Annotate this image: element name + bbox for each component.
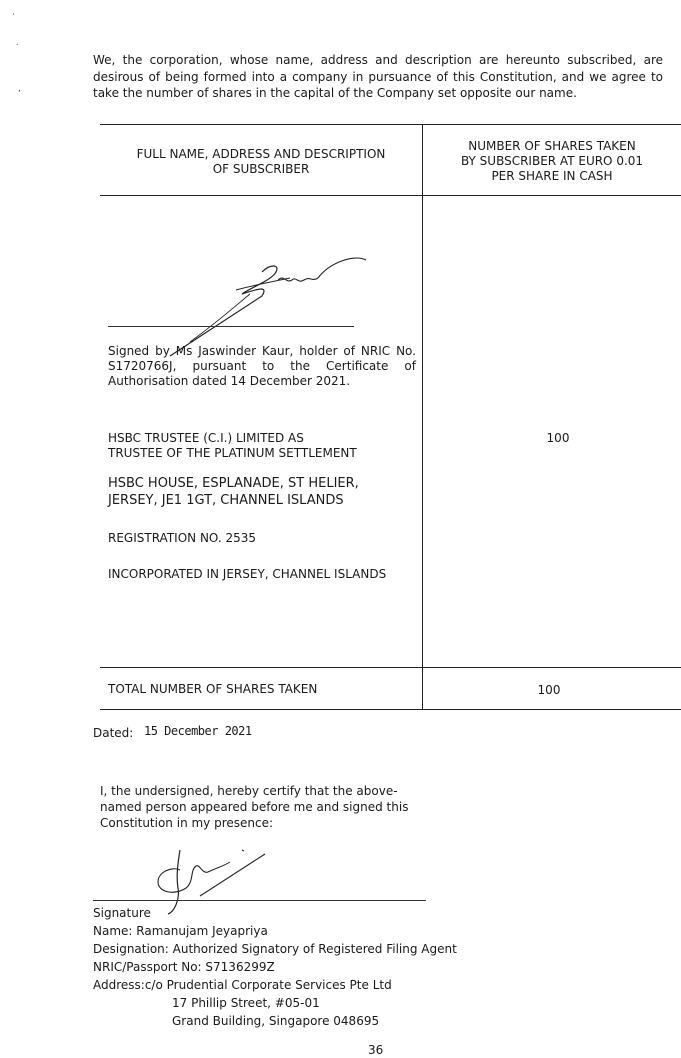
address-line: JERSEY, JE1 1GT, CHANNEL ISLANDS [108,493,344,508]
col2-header-line: NUMBER OF SHARES TAKEN [468,139,636,153]
trustee-line: HSBC TRUSTEE (C.I.) LIMITED AS [108,431,304,445]
intro-paragraph: We, the corporation, whose name, address and description are hereunto subscribed, are desirous of being formed into a company in pursuance of this Constitution, and we agree to take the number of shares in the capital of the Company set opposite our name. [93,53,663,100]
witness-name: Name: Ramanujam Jeyapriya [93,924,268,938]
total-shares-value: 100 [537,683,561,697]
address-line: HSBC HOUSE, ESPLANADE, ST HELIER, [108,476,359,491]
col2-header-line: PER SHARE IN CASH [491,169,613,183]
incorporation-text: INCORPORATED IN JERSEY, CHANNEL ISLANDS [108,567,387,581]
trustee-name [108,431,420,461]
signature-label: Signature [93,906,151,920]
witness-designation: Designation: Authorized Signatory of Registered Filing Agent [93,942,457,956]
col1-header-line: OF SUBSCRIBER [212,162,310,176]
trustee-line: TRUSTEE OF THE PLATINUM SETTLEMENT [108,446,357,460]
subscriber-signature-line [108,326,354,327]
table-column-divider [422,124,423,710]
witness-address: 17 Phillip Street, #05-01 [172,996,320,1010]
total-label: TOTAL NUMBER OF SHARES TAKEN [108,682,318,696]
table-bottom-rule [100,709,681,710]
table-top-rule [100,124,681,125]
scan-speck: , [18,84,21,94]
scan-speck: · [12,10,15,20]
registration-number: REGISTRATION NO. 2535 [108,531,257,545]
table-header-rule [100,195,681,196]
witness-details [93,904,457,1030]
certification-text: I, the undersigned, hereby certify that the above-named person appeared before me and signed this Constitution in my presence: [100,784,409,830]
col1-header-line: FULL NAME, ADDRESS AND DESCRIPTION [136,147,386,161]
scan-speck: ˙ [15,44,20,54]
dated-value: 15 December 2021 [144,724,252,738]
trustee-address [108,475,420,509]
witness-signature-line [93,900,426,901]
dated-label: Dated: [93,726,134,740]
witness-address: Grand Building, Singapore 048695 [172,1014,380,1028]
table-body-rule [100,667,681,668]
col1-header [100,147,422,177]
signed-by-text: Signed by Ms Jaswinder Kaur, holder of NRIC No. S1720766J, pursuant to the Certificate of Authorisation dated 14 December 2021. [108,344,416,388]
shares-value: 100 [546,431,570,445]
col2-header-line: BY SUBSCRIBER AT EURO 0.01 [460,154,644,168]
col2-header [423,139,681,184]
page-number: 36 [368,1043,384,1057]
witness-nric: NRIC/Passport No: S7136299Z [93,960,275,974]
witness-address: Address:c/o Prudential Corporate Services Pte Ltd [93,978,392,992]
